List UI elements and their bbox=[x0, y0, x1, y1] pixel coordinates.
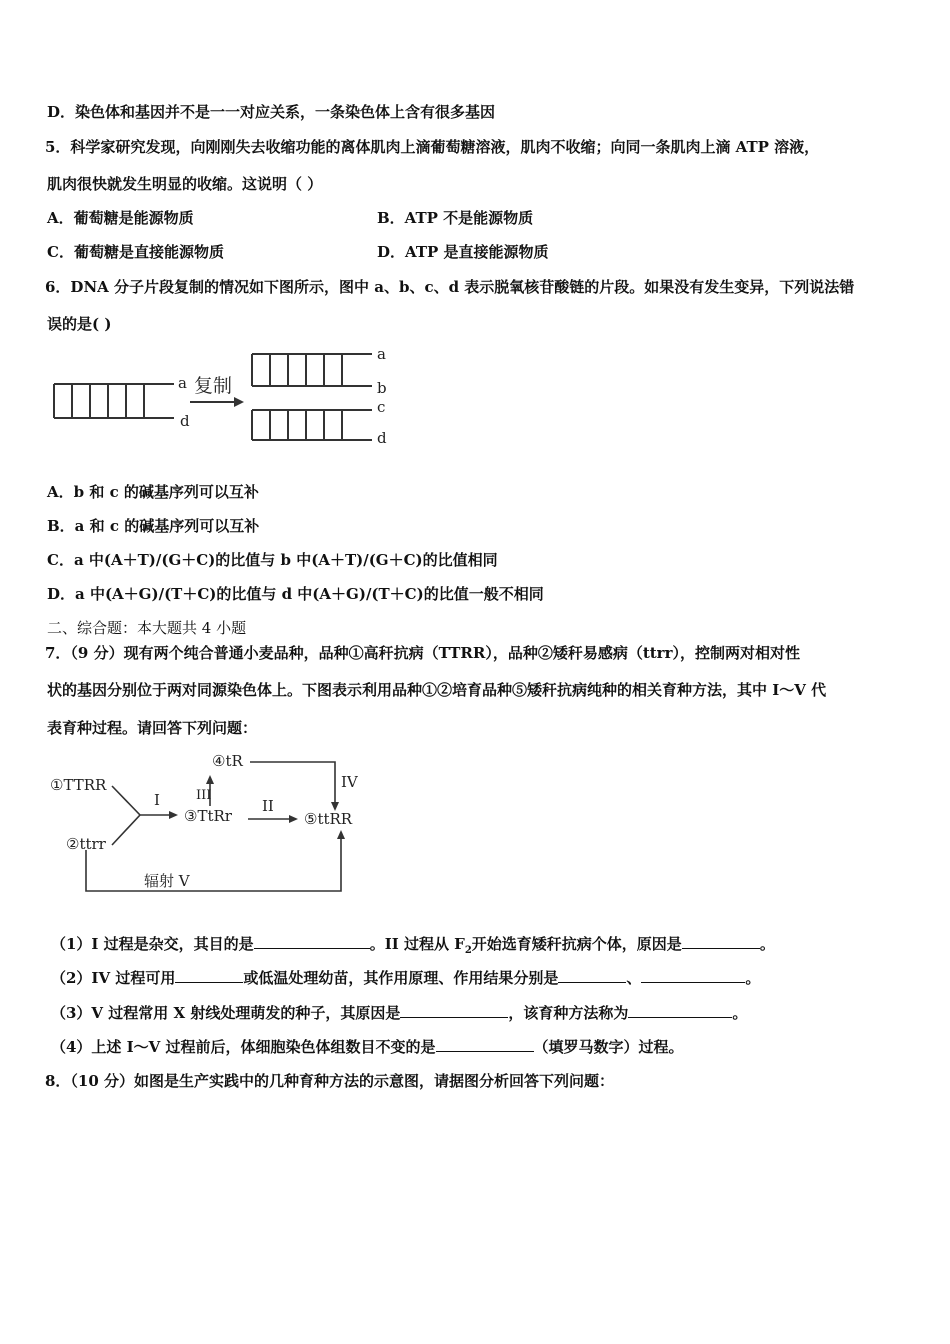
answer-blank[interactable] bbox=[254, 934, 370, 949]
q5-option-c: C．葡萄糖是直接能源物质 bbox=[47, 243, 224, 261]
label-d: d bbox=[377, 429, 387, 447]
breeding-diagram bbox=[46, 745, 376, 900]
arrow-label: 复制 bbox=[194, 375, 233, 397]
answer-blank[interactable] bbox=[400, 1003, 508, 1018]
answer-blank[interactable] bbox=[436, 1037, 534, 1052]
q6-stem-line1: 6．DNA 分子片段复制的情况如下图所示，图中 a、b、c、d 表示脱氧核苷酸链的片段。如果没有发生变异，下列说法错 bbox=[45, 278, 855, 296]
node-2: ②ttrr bbox=[66, 835, 106, 853]
label-a-left: a bbox=[178, 374, 187, 392]
daughter-dna-bottom bbox=[252, 410, 372, 440]
arrow-head-icon bbox=[169, 811, 178, 819]
q6-option-a: A．b 和 c 的碱基序列可以互补 bbox=[47, 483, 259, 501]
label-b: b bbox=[377, 379, 387, 397]
q6-option-b: B．a 和 c 的碱基序列可以互补 bbox=[47, 517, 260, 535]
label-d-left: d bbox=[180, 412, 190, 430]
node-4: ④tR bbox=[212, 752, 243, 770]
arrow-head-icon bbox=[289, 815, 298, 823]
path-IV-label: IV bbox=[341, 773, 358, 791]
q8-stem: 8．（10 分）如图是生产实践中的几种育种方法的示意图，请据图分析回答下列问题： bbox=[45, 1072, 615, 1090]
node-1: ①TTRR bbox=[50, 776, 107, 794]
q7-stem-line3: 表育种过程。请回答下列问题： bbox=[47, 719, 258, 737]
q7-stem-line2: 状的基因分别位于两对同源染色体上。下图表示利用品种①②培育品种⑤矮秆抗病纯种的相关育种方法，其中 I～V 代 bbox=[47, 681, 827, 699]
path-V-label: 辐射 V bbox=[144, 872, 190, 890]
label-a: a bbox=[377, 345, 386, 363]
node-5: ⑤ttRR bbox=[304, 810, 353, 828]
sub3-text-b: ，该育种方法称为 bbox=[508, 1004, 629, 1022]
dna-replication-diagram bbox=[46, 340, 406, 455]
q6-stem-line2: 误的是( ) bbox=[47, 315, 112, 333]
answer-blank[interactable] bbox=[175, 968, 243, 983]
parent-dna-fragment bbox=[54, 384, 174, 418]
subscript: 2 bbox=[464, 945, 472, 956]
answer-blank[interactable] bbox=[641, 968, 745, 983]
label-c: c bbox=[377, 398, 386, 416]
path-I-lines bbox=[112, 786, 170, 845]
q5-stem-line1: 5．科学家研究发现，向刚刚失去收缩功能的离体肌肉上滴葡萄糖溶液，肌肉不收缩；向同一条肌肉上滴 ATP 溶液， bbox=[45, 138, 820, 156]
sub2-end: 。 bbox=[745, 969, 761, 987]
answer-blank[interactable] bbox=[558, 968, 626, 983]
sub2-text-b: 或低温处理幼苗，其作用原理、作用结果分别是 bbox=[243, 969, 559, 987]
path-V-line bbox=[86, 837, 341, 891]
q5-stem-line2: 肌肉很快就发生明显的收缩。这说明（ ） bbox=[47, 175, 323, 193]
answer-blank[interactable] bbox=[628, 1003, 732, 1018]
sub1-text-b: 。II 过程从 F bbox=[369, 935, 465, 953]
arrow-head-icon bbox=[337, 830, 345, 839]
q6-option-c: C．a 中(A＋T)/(G＋C)的比值与 b 中(A＋T)/(G＋C)的比值相同 bbox=[47, 551, 498, 569]
daughter-dna-top bbox=[252, 354, 372, 386]
sub2-text-c: 、 bbox=[626, 969, 642, 987]
q7-sub4 bbox=[51, 1037, 684, 1057]
q4-option-d: D．染色体和基因并不是一一对应关系，一条染色体上含有很多基因 bbox=[47, 103, 496, 121]
q7-stem-line1: 7．（9 分）现有两个纯合普通小麦品种，品种①高秆抗病（TTRR），品种②矮秆易感病（ttrr），控制两对相对性 bbox=[45, 644, 800, 662]
sub2-text-a: （2）IV 过程可用 bbox=[51, 969, 176, 987]
answer-blank[interactable] bbox=[682, 934, 760, 949]
sub1-end: 。 bbox=[759, 935, 775, 953]
sub3-text-a: （3）V 过程常用 X 射线处理萌发的种子，其原因是 bbox=[51, 1004, 401, 1022]
q5-option-b: B．ATP 不是能源物质 bbox=[377, 209, 534, 227]
path-II-label: II bbox=[262, 797, 274, 815]
q7-sub2 bbox=[51, 968, 760, 988]
q5-option-d: D．ATP 是直接能源物质 bbox=[377, 243, 549, 261]
section2-title: 二、综合题：本大题共 4 小题 bbox=[47, 619, 247, 637]
sub4-text-a: （4）上述 I～V 过程前后，体细胞染色体组数目不变的是 bbox=[51, 1038, 436, 1056]
arrow-head-icon bbox=[234, 397, 244, 407]
q5-option-a: A．葡萄糖是能源物质 bbox=[47, 209, 194, 227]
path-I-label: I bbox=[154, 791, 160, 809]
q6-option-d: D．a 中(A＋G)/(T＋C)的比值与 d 中(A＋G)/(T＋C)的比值一般不相同 bbox=[47, 585, 544, 603]
sub3-end: 。 bbox=[732, 1004, 748, 1022]
sub1-text-c: 开始选育矮秆抗病个体，原因是 bbox=[471, 935, 682, 953]
sub1-text-a: （1）I 过程是杂交，其目的是 bbox=[51, 935, 254, 953]
node-3: ③TtRr bbox=[184, 807, 232, 825]
path-III-label: III bbox=[196, 788, 212, 803]
q7-sub1 bbox=[51, 934, 775, 961]
sub4-text-b: （填罗马数字）过程。 bbox=[533, 1038, 684, 1056]
q7-sub3 bbox=[51, 1003, 747, 1023]
arrow-head-icon bbox=[206, 775, 214, 784]
